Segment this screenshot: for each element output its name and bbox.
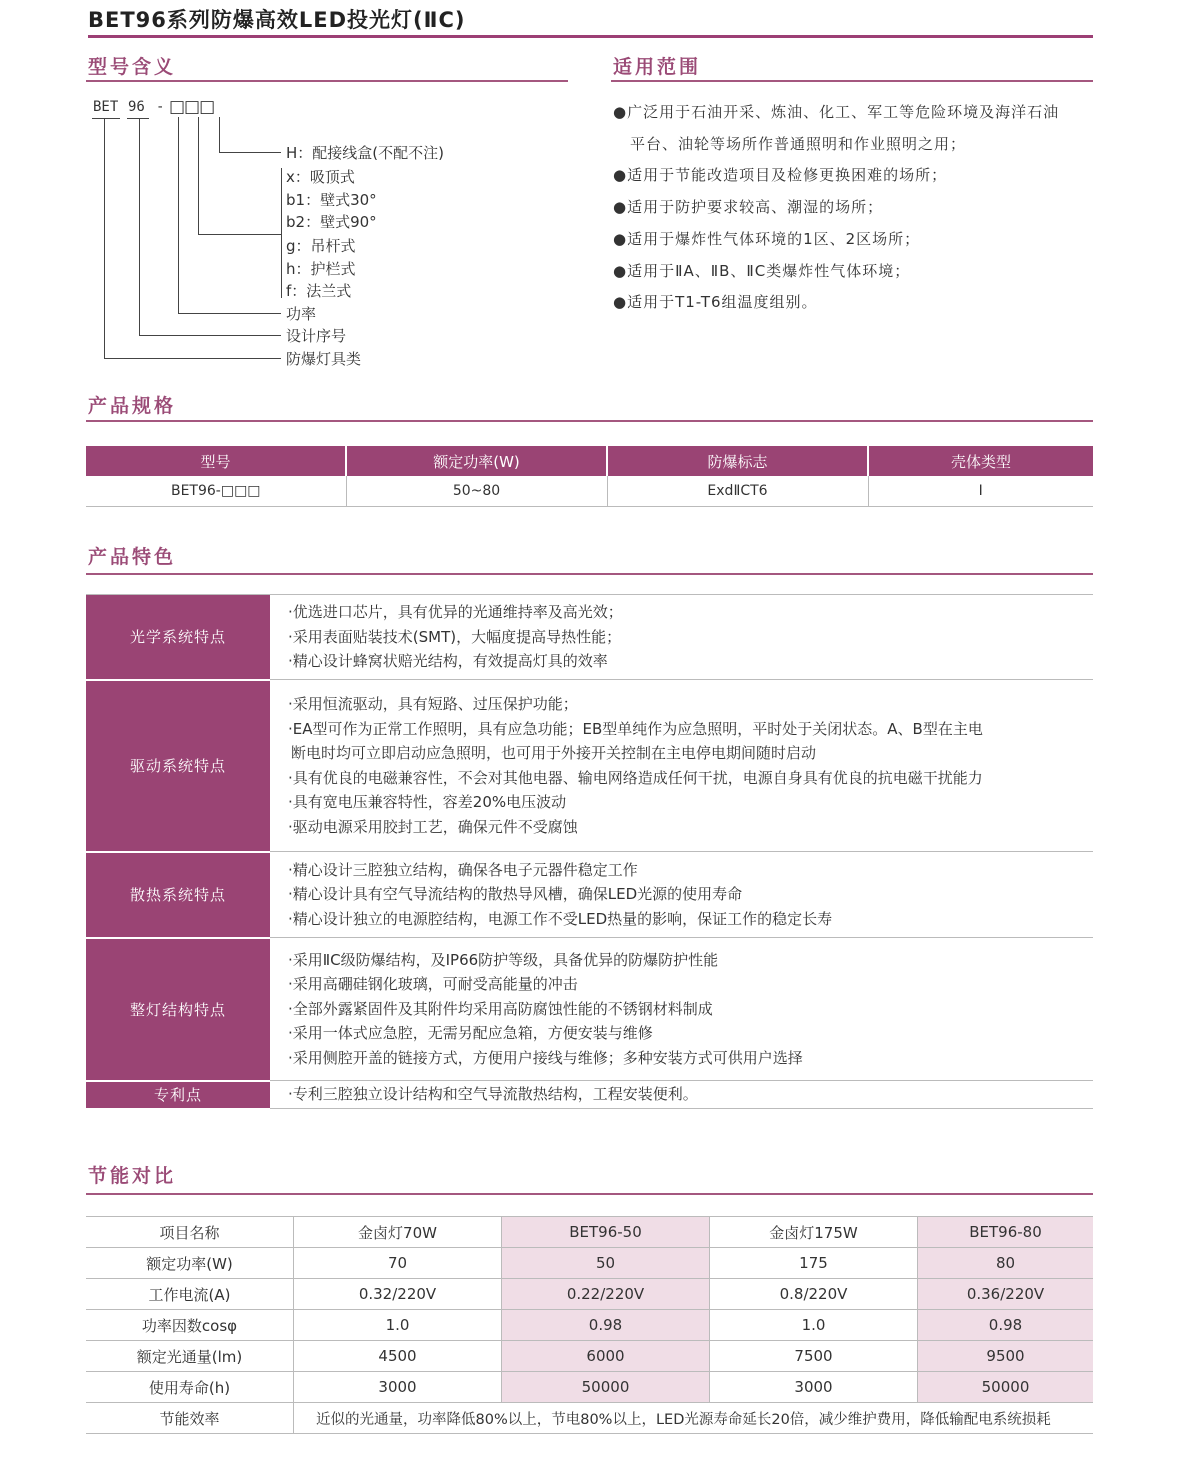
comparison-cell: 0.32/220V [294,1279,502,1310]
scope-item: ●广泛用于石油开采、炼油、化工、军工等危险环境及海洋石油 [613,103,1060,121]
section-divider [86,1193,1093,1195]
feature-body [270,595,1093,680]
spec-header-cell: 防爆标志 [607,446,868,476]
comparison-cell: 0.98 [918,1310,1094,1341]
feature-item: ·采用侧腔开盖的链接方式，方便用户接线与维修；多种安装方式可供用户选择 [288,1048,803,1067]
section-heading-specs: 产品规格 [88,395,177,417]
comparison-cell: 175 [710,1248,918,1279]
legend-design-no: 设计序号 [286,327,347,345]
feature-item: ·具有优良的电磁兼容性，不会对其他电器、输电网络造成任何干扰，电源自身具有优良的抗电磁干扰能力 [288,768,983,787]
feature-row [86,852,1093,938]
comparison-cell: 1.0 [710,1310,918,1341]
comparison-cell: 0.8/220V [710,1279,918,1310]
feature-item: ·采用一体式应急腔，无需另配应急箱，方便安装与维修 [288,1024,653,1043]
code-separator: - [156,99,165,115]
spec-table [86,446,1093,507]
feature-body [270,852,1093,938]
code-placeholder-boxes: □□□ [169,97,215,117]
comparison-header-cell: 金卤灯70W [294,1217,502,1248]
comparison-row [86,1341,1093,1372]
comparison-cell: 1.0 [294,1310,502,1341]
code-series: 96 [128,99,145,115]
feature-label: 整灯结构特点 [86,938,270,1081]
section-divider [86,420,1093,422]
section-divider [86,80,568,82]
feature-item: ·采用表面贴装技术(SMT)，大幅度提高导热性能； [288,627,622,646]
comparison-cell: 额定光通量(lm) [86,1341,294,1372]
feature-item: ·专利三腔独立设计结构和空气导流散热结构，工程安装便利。 [288,1085,698,1104]
feature-item: ·精心设计具有空气导流结构的散热导风槽，确保LED光源的使用寿命 [288,885,743,904]
efficiency-note: 近似的光通量，功率降低80%以上，节电80%以上，LED光源寿命延长20倍，减少维护费用，降低输配电系统损耗 [294,1403,1094,1434]
comparison-cell: 0.22/220V [502,1279,710,1310]
section-heading-features: 产品特色 [88,546,177,568]
spec-header-row [86,446,1093,476]
feature-item: 断电时均可立即启动应急照明，也可用于外接开关控制在主电停电期间随时启动 [291,744,817,762]
comparison-cell: 额定功率(W) [86,1248,294,1279]
scope-item: ●适用于防护要求较高、潮湿的场所； [613,198,884,216]
feature-item: ·采用高硼硅钢化玻璃，可耐受高能量的冲击 [288,975,578,994]
feature-label: 散热系统特点 [86,852,270,938]
feature-item: ·具有宽电压兼容特性，容差20%电压波动 [288,793,567,811]
legend-h2: h：护栏式 [286,260,356,278]
comparison-cell: 工作电流(A) [86,1279,294,1310]
feature-body [270,938,1093,1081]
comparison-cell: 节能效率 [86,1403,294,1434]
feature-item: ·采用恒流驱动，具有短路、过压保护功能； [288,695,578,713]
feature-body [270,1081,1093,1109]
feature-label: 光学系统特点 [86,595,270,680]
features-table [86,594,1093,1110]
section-heading-energy: 节能对比 [88,1165,177,1187]
spec-cell: 50~80 [346,476,607,507]
feature-row [86,1081,1093,1109]
comparison-cell: 功率因数cosφ [86,1310,294,1341]
spec-header-cell: 额定功率(W) [346,446,607,476]
legend-lamp-class: 防爆灯具类 [286,350,362,368]
comparison-cell: 70 [294,1248,502,1279]
feature-label: 专利点 [86,1081,270,1109]
legend-power: 功率 [286,305,317,323]
scope-item: ●适用于爆炸性气体环境的1区、2区场所； [613,230,921,248]
comparison-cell: 6000 [502,1341,710,1372]
scope-item: ●适用于T1-T6组温度组别。 [613,293,818,311]
comparison-cell: 50000 [918,1372,1094,1403]
comparison-table [86,1216,1093,1434]
comparison-cell: 9500 [918,1341,1094,1372]
comparison-cell: 4500 [294,1341,502,1372]
legend-h: H：配接线盒(不配不注) [286,144,444,162]
legend-b1: b1：壁式30° [286,191,377,209]
legend-f: f：法兰式 [286,282,352,300]
section-heading-model-meaning: 型号含义 [88,56,177,78]
feature-item: ·采用ⅡC级防爆结构，及IP66防护等级，具备优异的防爆防护性能 [288,950,719,969]
comparison-cell: 0.98 [502,1310,710,1341]
comparison-header-cell: BET96-50 [502,1217,710,1248]
legend-g: g：吊杆式 [286,237,356,255]
section-divider [86,573,1093,575]
legend-b2: b2：壁式90° [286,213,377,231]
comparison-efficiency-row [86,1403,1093,1434]
feature-item: ·EA型可作为正常工作照明，具有应急功能；EB型单纯作为应急照明，平时处于关闭状态。A、B型在主电 [288,719,983,738]
comparison-header-cell: 金卤灯175W [710,1217,918,1248]
comparison-cell: 3000 [710,1372,918,1403]
spec-header-cell: 壳体类型 [868,446,1093,476]
comparison-row [86,1279,1093,1310]
scope-item: ●适用于节能改造项目及检修更换困难的场所； [613,166,948,184]
comparison-header-cell: 项目名称 [86,1217,294,1248]
feature-row [86,595,1093,680]
comparison-cell: 50000 [502,1372,710,1403]
section-heading-scope: 适用范围 [613,56,702,78]
feature-item: ·精心设计独立的电源腔结构，电源工作不受LED热量的影响，保证工作的稳定长寿 [288,909,833,928]
comparison-cell: 80 [918,1248,1094,1279]
code-prefix: BET [93,99,119,115]
comparison-cell: 7500 [710,1341,918,1372]
spec-header-cell: 型号 [86,446,346,476]
comparison-cell: 50 [502,1248,710,1279]
feature-row [86,680,1093,852]
feature-row [86,938,1093,1081]
feature-body [270,680,1093,852]
page-title: BET96系列防爆高效LED投光灯(ⅡC) [88,8,466,32]
comparison-row [86,1310,1093,1341]
spec-cell: Ⅰ [868,476,1093,507]
comparison-row [86,1372,1093,1403]
comparison-cell: 3000 [294,1372,502,1403]
scope-item: ●适用于ⅡA、ⅡB、ⅡC类爆炸性气体环境； [613,262,911,280]
comparison-row [86,1248,1093,1279]
spec-row [86,476,1093,507]
feature-label: 驱动系统特点 [86,680,270,852]
comparison-cell: 0.36/220V [918,1279,1094,1310]
spec-cell: ExdⅡCT6 [607,476,868,507]
feature-item: ·精心设计蜂窝状赔光结构，有效提高灯具的效率 [288,652,608,671]
comparison-cell: 使用寿命(h) [86,1372,294,1403]
legend-x: x：吸顶式 [286,168,355,186]
feature-item: ·精心设计三腔独立结构，确保各电子元器件稳定工作 [288,860,638,879]
title-divider [88,35,1093,38]
feature-item: ·优选进口芯片，具有优异的光通维持率及高光效； [288,603,623,622]
spec-cell: BET96-□□□ [86,476,346,507]
section-divider [611,80,1093,82]
feature-item: ·驱动电源采用胶封工艺，确保元件不受腐蚀 [288,817,578,836]
scope-item: 平台、油轮等场所作普通照明和作业照明之用； [630,135,967,153]
comparison-header-row [86,1217,1093,1248]
feature-item: ·全部外露紧固件及其附件均采用高防腐蚀性能的不锈钢材料制成 [288,999,713,1018]
comparison-header-cell: BET96-80 [918,1217,1094,1248]
